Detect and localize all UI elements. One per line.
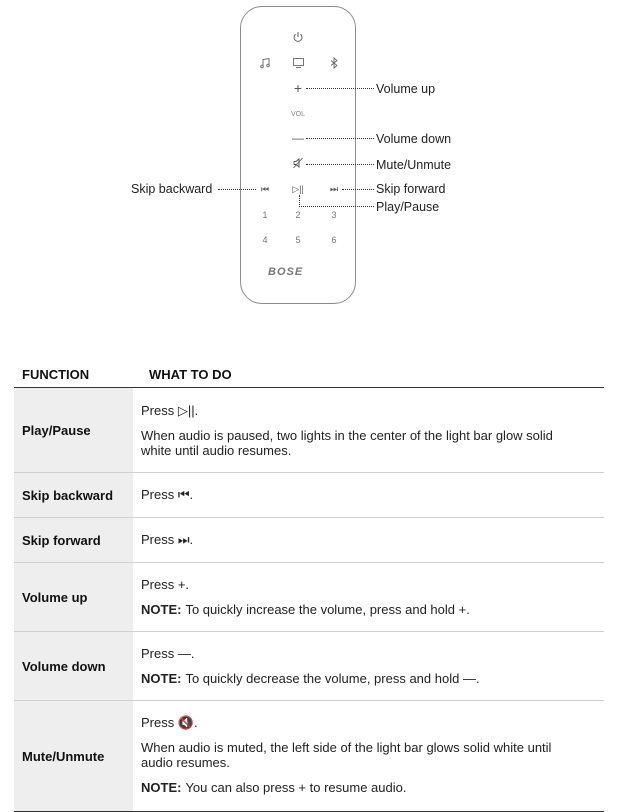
instruction-cell	[133, 632, 604, 700]
instruction-cell	[133, 563, 604, 631]
header-function: FUNCTION	[22, 367, 90, 382]
instruction-cell	[133, 701, 604, 811]
number-button-3[interactable]: 3	[331, 210, 337, 220]
function-table	[14, 364, 604, 812]
number-button-1[interactable]: 1	[262, 210, 268, 220]
leader-skip-forward	[342, 189, 374, 190]
callout-volume-down: Volume down	[376, 132, 452, 146]
leader-skip-backward	[218, 189, 256, 190]
callout-skip-backward: Skip backward	[131, 182, 213, 196]
mute-icon	[292, 157, 304, 169]
instruction-line: Press 🔇.	[141, 715, 198, 730]
function-cell: Mute/Unmute	[14, 701, 133, 811]
callout-skip-forward: Skip forward	[376, 182, 446, 196]
tv-icon[interactable]	[288, 57, 308, 72]
function-cell: Skip forward	[14, 518, 133, 562]
instruction-line: Press ⏮.	[141, 487, 194, 502]
mute-button[interactable]	[288, 157, 308, 172]
note-text: To quickly increase the volume, press and hold +.	[185, 601, 470, 617]
function-cell: Volume up	[14, 563, 133, 631]
callout-play-pause: Play/Pause	[376, 200, 440, 214]
table-row-skip-forward	[14, 518, 604, 563]
note-line	[141, 602, 586, 618]
leader-play-pause	[299, 206, 374, 207]
instruction-line: When audio is paused, two lights in the center of the light bar glow solid white until audio resumes.	[141, 427, 553, 458]
number-button-2[interactable]: 2	[295, 210, 301, 220]
number-button-4[interactable]: 4	[262, 235, 268, 245]
table-row-volume-up	[14, 563, 604, 632]
note-text: To quickly decrease the volume, press and hold —.	[185, 670, 480, 686]
leader-volume-down	[306, 138, 374, 139]
music-icon[interactable]	[255, 57, 275, 72]
callout-volume-up: Volume up	[376, 82, 436, 96]
note-label: NOTE:	[141, 601, 182, 617]
table-row-play-pause	[14, 388, 604, 473]
volume-up-button[interactable]: +	[293, 80, 303, 96]
instruction-line: Press ⏭.	[141, 532, 194, 547]
power-icon[interactable]	[288, 31, 308, 46]
function-cell: Skip backward	[14, 473, 133, 517]
function-cell: Play/Pause	[14, 388, 133, 472]
instruction-line: When audio is muted, the left side of the light bar glows solid white until audio resumes.	[141, 739, 552, 770]
vol-label: VOL	[290, 111, 305, 118]
skip-forward-button[interactable]: ⏭	[329, 184, 339, 194]
number-button-5[interactable]: 5	[295, 235, 301, 245]
instruction-cell	[133, 473, 604, 517]
note-line	[141, 671, 586, 687]
volume-down-button[interactable]: —	[292, 131, 304, 145]
note-text: You can also press + to resume audio.	[185, 779, 407, 795]
instruction-line: Press ▷||.	[141, 403, 199, 418]
callout-mute: Mute/Unmute	[376, 158, 452, 172]
function-cell: Volume down	[14, 632, 133, 700]
note-label: NOTE:	[141, 670, 182, 686]
note-line	[141, 780, 586, 796]
header-what-to-do: WHAT TO DO	[149, 367, 232, 382]
remote-control	[240, 6, 356, 304]
instruction-line: Press —.	[141, 646, 195, 661]
number-button-6[interactable]: 6	[331, 235, 337, 245]
bluetooth-icon[interactable]	[324, 57, 344, 72]
skip-backward-button[interactable]: ⏮	[260, 184, 270, 194]
table-row-mute-unmute	[14, 701, 604, 812]
bose-logo: BOSE	[268, 266, 304, 278]
table-row-volume-down	[14, 632, 604, 701]
note-label: NOTE:	[141, 779, 182, 795]
instruction-cell	[133, 388, 604, 472]
play-pause-button[interactable]: ▷||	[292, 184, 304, 194]
leader-mute	[306, 164, 374, 165]
table-row-skip-backward	[14, 473, 604, 518]
instruction-cell	[133, 518, 604, 562]
instruction-line: Press +.	[141, 577, 190, 592]
table-header	[14, 364, 604, 388]
leader-volume-up	[306, 88, 374, 89]
